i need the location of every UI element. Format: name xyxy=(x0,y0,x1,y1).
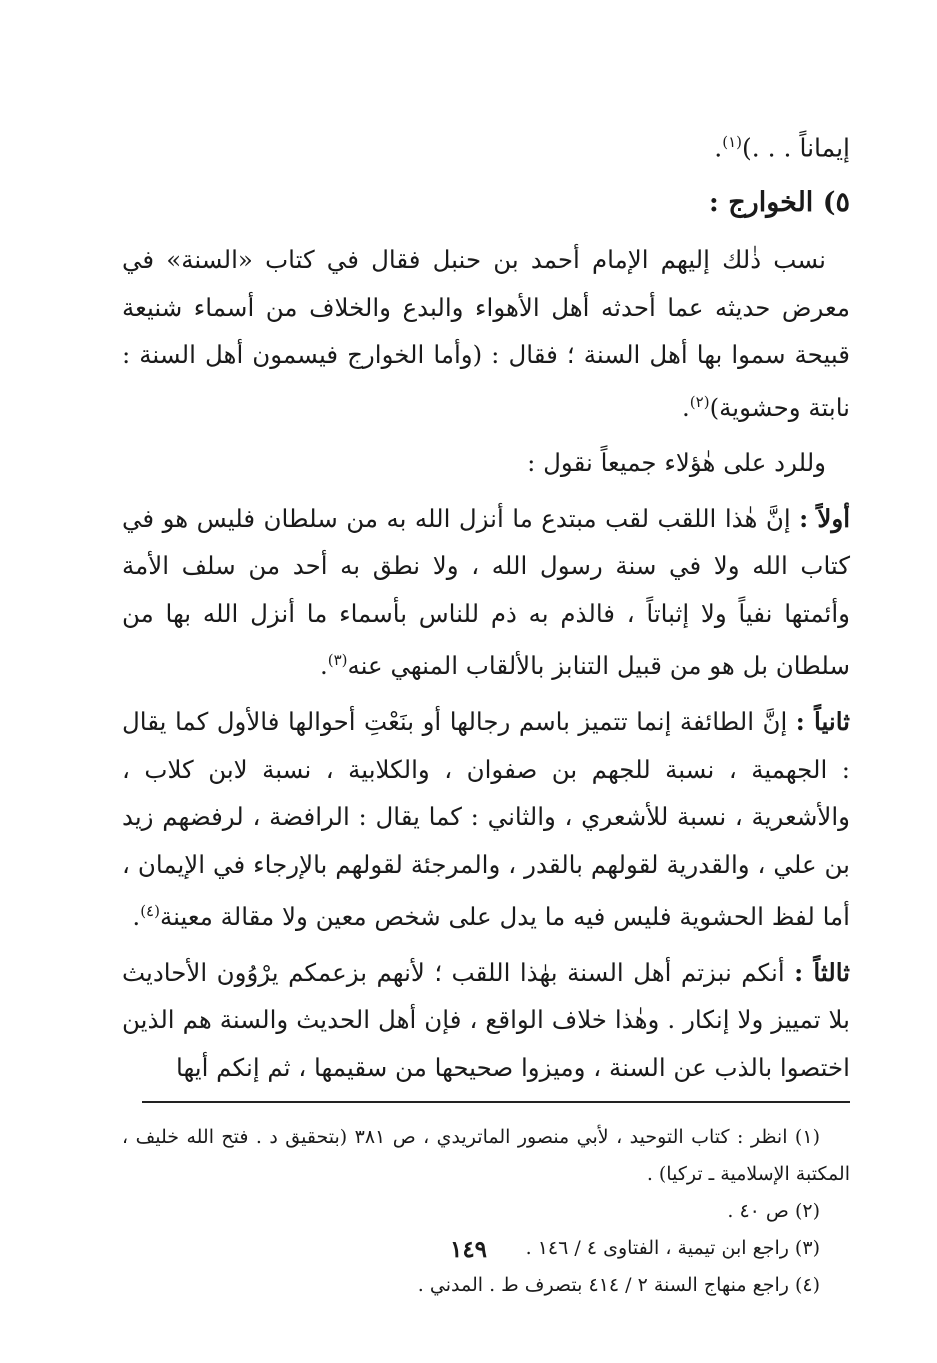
page-body xyxy=(122,118,850,1304)
paragraph-text: إنَّ الطائفة إنما تتميز باسم رجالها أو بنَعْتِ أحوالها فالأول كما يقال : الجهمية ، نسبة للجهم بن صفوان ، والكلابية ، نسبة لابن كلاب ، والأشعرية ، نسبة للأشعري ، والثاني : كما يقال : الرافضة ، لرفضهم زيد بن علي ، والقدرية لقولهم بالقدر ، والمرجئة لقولهم بالإرجاء في الإيمان ، أما لفظ الحشوية فليس فيه ما يدل على شخص معين ولا مقالة معينة xyxy=(122,707,850,932)
text-line xyxy=(122,118,850,172)
footnote-ref: (٤) xyxy=(140,902,160,921)
page-number: ١٤٩ xyxy=(449,1236,488,1263)
paragraph xyxy=(122,698,850,941)
text-span: . xyxy=(682,392,690,422)
text-span: . xyxy=(132,902,141,932)
footnote: (١) انظر : كتاب التوحيد ، لأبي منصور الماتريدي ، ص ٣٨١ (بتحقيق د . فتح الله خليف ، المكتبة الإسلامية ـ تركيا) . xyxy=(122,1126,850,1186)
footnote: (٣) راجع ابن تيمية ، الفتاوى ٤ / ١٤٦ . xyxy=(525,1237,820,1260)
footnote-ref: (٣) xyxy=(327,651,348,670)
paragraph xyxy=(122,949,850,1092)
footnote: (٤) راجع منهاج السنة ٢ / ٤١٤ بتصرف ط . المدني . xyxy=(417,1274,820,1297)
paragraph-text: إنَّ هٰذا اللقب لقب مبتدع ما أنزل الله به من سلطان فليس هو في كتاب الله ولا في سنة رسول الله ، ولا نطق به أحد من سلف الأمة وأئمتها نفياً ولا إثباتاً ، فالذم به ذم للناس بأسماء ما أنزل الله بها من سلطان بل هو من قبيل التنابز بالألقاب المنهي عنه xyxy=(122,503,850,681)
paragraph-lead: ثالثاً : xyxy=(794,957,850,987)
text-span: . xyxy=(714,133,723,163)
paragraph-text: أنكم نبزتم أهل السنة بهٰذا اللقب ؛ لأنهم بزعمكم يرْوُون الأحاديث بلا تمييز ولا إنكار . وهٰذا خلاف الواقع ، فإن أهل الحديث والسنة هم الذين اختصوا بالذب عن السنة ، وميزوا صحيحها من سقيمها ، ثم إنكم أيها xyxy=(122,957,850,1082)
paragraph xyxy=(122,495,850,690)
paragraph xyxy=(122,236,850,431)
section-heading: ٥) الخوارج : xyxy=(708,187,850,219)
footnote-divider xyxy=(142,1101,850,1103)
footnote: (٢) ص ٤٠ . xyxy=(727,1200,820,1223)
paragraph-lead: أولاً : xyxy=(799,503,850,533)
paragraph: وللرد على هٰؤلاء جميعاً نقول : xyxy=(527,448,826,478)
text-span: . xyxy=(319,651,328,681)
text-span: إيماناً . . .) xyxy=(742,133,850,163)
paragraph-text: نسب ذٰلك إليهم الإمام أحمد بن حنبل فقال في كتاب «السنة» في معرض حديثه عما أحدثه أهل الأهواء والبدع والخلاف من أسماء شنيعة قبيحة سموا بها أهل السنة ؛ فقال : (وأما الخوارج فيسمون أهل السنة : نابتة وحشوية) xyxy=(122,245,850,422)
paragraph-lead: ثانياً : xyxy=(795,707,850,737)
footnote-ref: (٢) xyxy=(689,392,710,411)
footnote-ref: (١) xyxy=(722,133,743,151)
